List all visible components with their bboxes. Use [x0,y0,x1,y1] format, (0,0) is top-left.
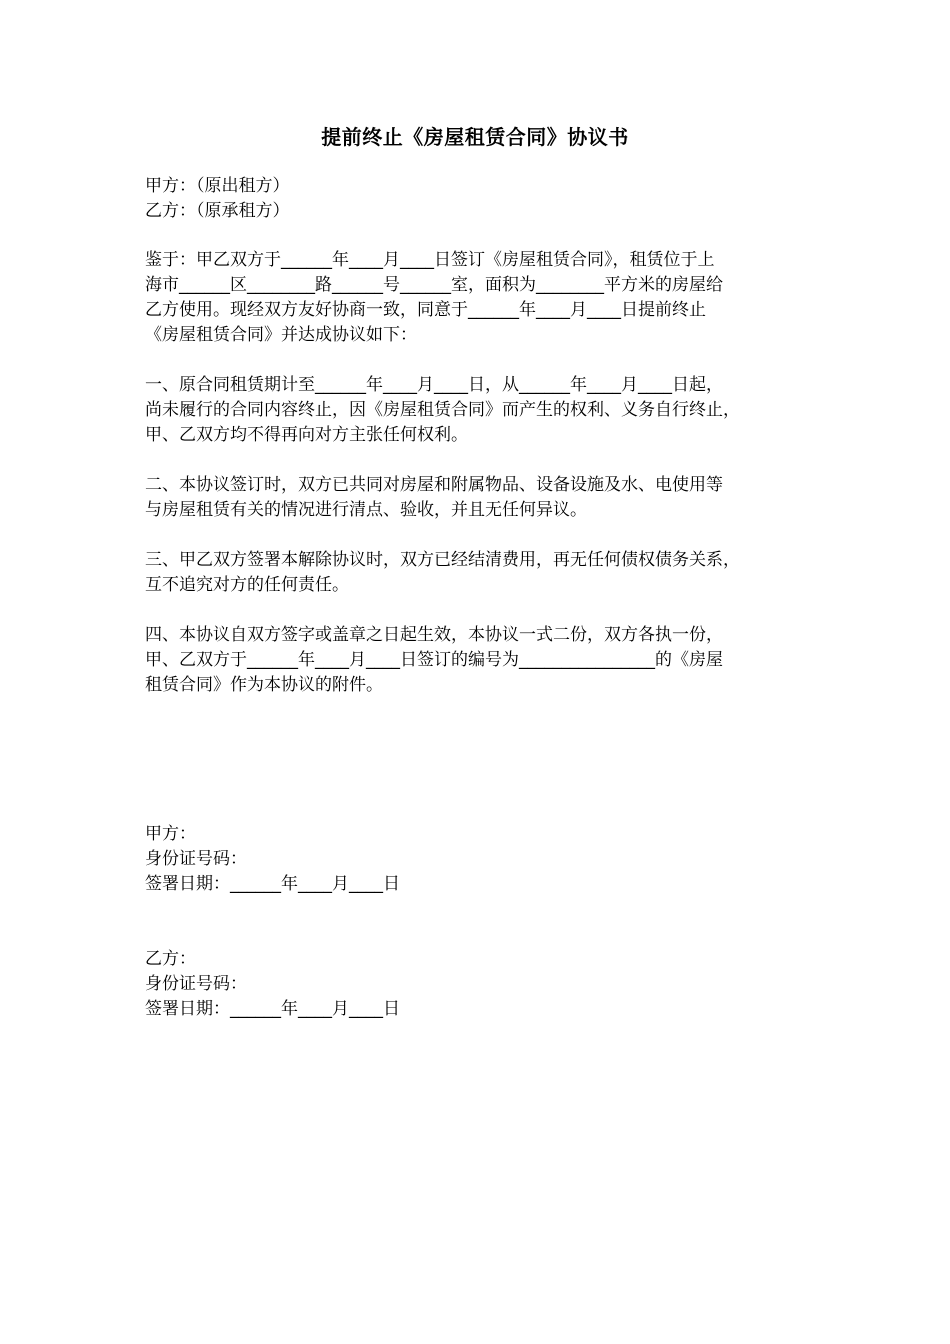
document-title: 提前终止《房屋租赁合同》协议书 [321,125,629,149]
clause-3 [145,548,825,598]
signature-date-line: 签署日期：______年____月____日 [145,999,400,1019]
signature-date-line: 签署日期：______年____月____日 [145,874,400,894]
clause-1-line: 甲、乙双方均不得再向对方主张任何权利。 [145,425,468,445]
clause-4-line: 四、本协议自双方签字或盖章之日起生效，本协议一式二份，双方各执一份， [145,625,723,645]
clause-2-line: 与房屋租赁有关的情况进行清点、验收，并且无任何异议。 [145,500,587,520]
clause-2 [145,473,825,523]
party-a-line: 甲方：（原出租方） [145,176,290,196]
signature-block-party-b [145,947,825,1022]
preamble-line: 乙方使用。现经双方友好协商一致，同意于______年____月____日提前终止 [145,300,706,320]
signature-party-label: 甲方： [145,824,196,844]
clause-1-line: 尚未履行的合同内容终止，因《房屋租赁合同》而产生的权利、义务自行终止， [145,400,740,420]
clause-4-line: 甲、乙双方于______年____月____日签订的编号为________________的《房屋 [145,650,723,670]
signature-party-label: 乙方： [145,949,196,969]
clause-3-line: 互不追究对方的任何责任。 [145,575,349,595]
parties-section [145,174,825,224]
clause-1-line: 一、原合同租赁期计至______年____月____日，从______年____月____日起， [145,375,723,395]
signature-id-label: 身份证号码： [145,974,247,994]
clause-2-line: 二、本协议签订时，双方已共同对房屋和附属物品、设备设施及水、电使用等 [145,475,723,495]
clause-1 [145,373,825,448]
signature-block-party-a [145,822,825,897]
party-b-line: 乙方：（原承租方） [145,201,290,221]
preamble-line: 《房屋租赁合同》并达成协议如下： [145,325,417,345]
clause-4 [145,623,825,698]
preamble-paragraph [145,248,825,348]
preamble-line: 海市______区________路______号______室，面积为________平方米的房屋给 [145,275,723,295]
clause-3-line: 三、甲乙双方签署本解除协议时，双方已经结清费用，再无任何债权债务关系， [145,550,740,570]
signature-id-label: 身份证号码： [145,849,247,869]
clause-4-line: 租赁合同》作为本协议的附件。 [145,675,383,695]
preamble-line: 鉴于：甲乙双方于______年____月____日签订《房屋租赁合同》，租赁位于上 [145,250,715,270]
